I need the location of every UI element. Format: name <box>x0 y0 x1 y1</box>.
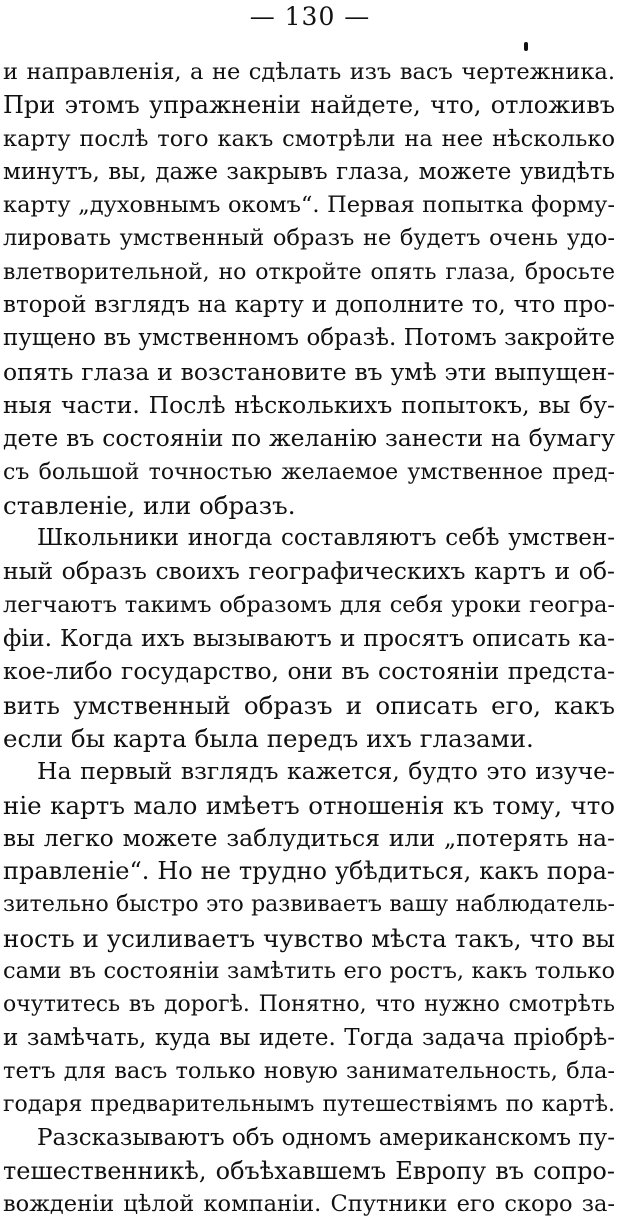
text-line: влетворительной, но откройте опять глаза, бросьте <box>3 259 615 285</box>
paragraph-start-line: Разсказываютъ объ одномъ американскомъ пу- <box>37 1124 615 1151</box>
text-line: ный образъ своихъ географическихъ картъ и об- <box>3 557 615 586</box>
text-line: ставленіе, или образъ. <box>3 490 296 520</box>
text-line: фіи. Когда ихъ вызываютъ и просятъ описать ка- <box>3 624 615 653</box>
text-line: минутъ, вы, даже закрывъ глаза, можете увидѣть <box>3 158 615 185</box>
text-line: вить умственный образъ и описать его, какъ <box>3 690 615 720</box>
text-line: второй взглядъ на карту и дополните то, что про- <box>3 292 615 319</box>
text-line: сами въ состояніи замѣтить его ростъ, какъ только <box>3 958 615 985</box>
text-line: зительно быстро это развиваетъ вашу наблюдатель- <box>3 892 615 918</box>
paragraph-start-line: Школьники иногда составляютъ себѣ умствен- <box>37 525 615 552</box>
body-text <box>3 56 615 1221</box>
text-line: правленіе“. Но не трудно убѣдиться, какъ пора- <box>3 857 615 886</box>
text-line: При этомъ упражненіи найдете, что, отложивъ <box>3 91 615 120</box>
text-line: съ большой точностью желаемое умственное пред- <box>3 459 615 485</box>
text-line: кое-либо государство, они въ состояніи предста- <box>3 657 615 686</box>
text-line: и направленія, а не сдѣлать изъ васъ чертежника. <box>3 59 615 85</box>
page-number: — 130 — <box>249 2 371 31</box>
text-line: очутитесь въ дорогѣ. Понятно, что нужно смотрѣть <box>3 992 615 1018</box>
text-line: пущено въ умственномъ образѣ. Потомъ закройте <box>3 325 615 352</box>
text-line: годаря предварительнымъ путешествіямъ по картѣ. <box>3 1092 615 1118</box>
text-line: ность и усиливаетъ чувство мѣста такъ, что вы <box>3 923 615 953</box>
text-line: и замѣчать, куда вы идете. Тогда задача пріобрѣ- <box>3 1024 615 1051</box>
text-line: тешественникѣ, объѣхавшемъ Европу въ сопро- <box>3 1156 615 1185</box>
ink-speck <box>524 42 528 51</box>
paragraph-start-line: На первый взглядъ кажется, будто это изуче- <box>37 757 615 786</box>
text-line: вожденіи цѣлой компаніи. Спутники его скоро за- <box>3 1191 615 1218</box>
text-line: ныя части. Послѣ нѣсколькихъ попытокъ, вы бу- <box>3 390 615 419</box>
text-line: карту послѣ того какъ смотрѣли на нее нѣсколько <box>3 125 615 152</box>
text-line: лировать умственный образъ не будетъ очень удо- <box>3 225 615 252</box>
text-line: ніе картъ мало имѣетъ отношенія къ тому, что <box>3 790 615 820</box>
text-line: тетъ для васъ только новую занимательность, бла- <box>3 1057 615 1084</box>
text-line: если бы карта была передъ ихъ глазами. <box>3 723 534 753</box>
text-line: карту „духовнымъ окомъ“. Первая попытка форму- <box>3 192 615 219</box>
text-line: вы легко можете заблудиться или „потерять на- <box>3 823 615 852</box>
text-line: легчаютъ такимъ образомъ для себя уроки геогра- <box>3 591 615 618</box>
text-line: дете въ состояніи по желанію занести на бумагу <box>3 424 615 453</box>
text-line: опять глаза и возстановите въ умѣ эти выпущен- <box>3 357 615 386</box>
